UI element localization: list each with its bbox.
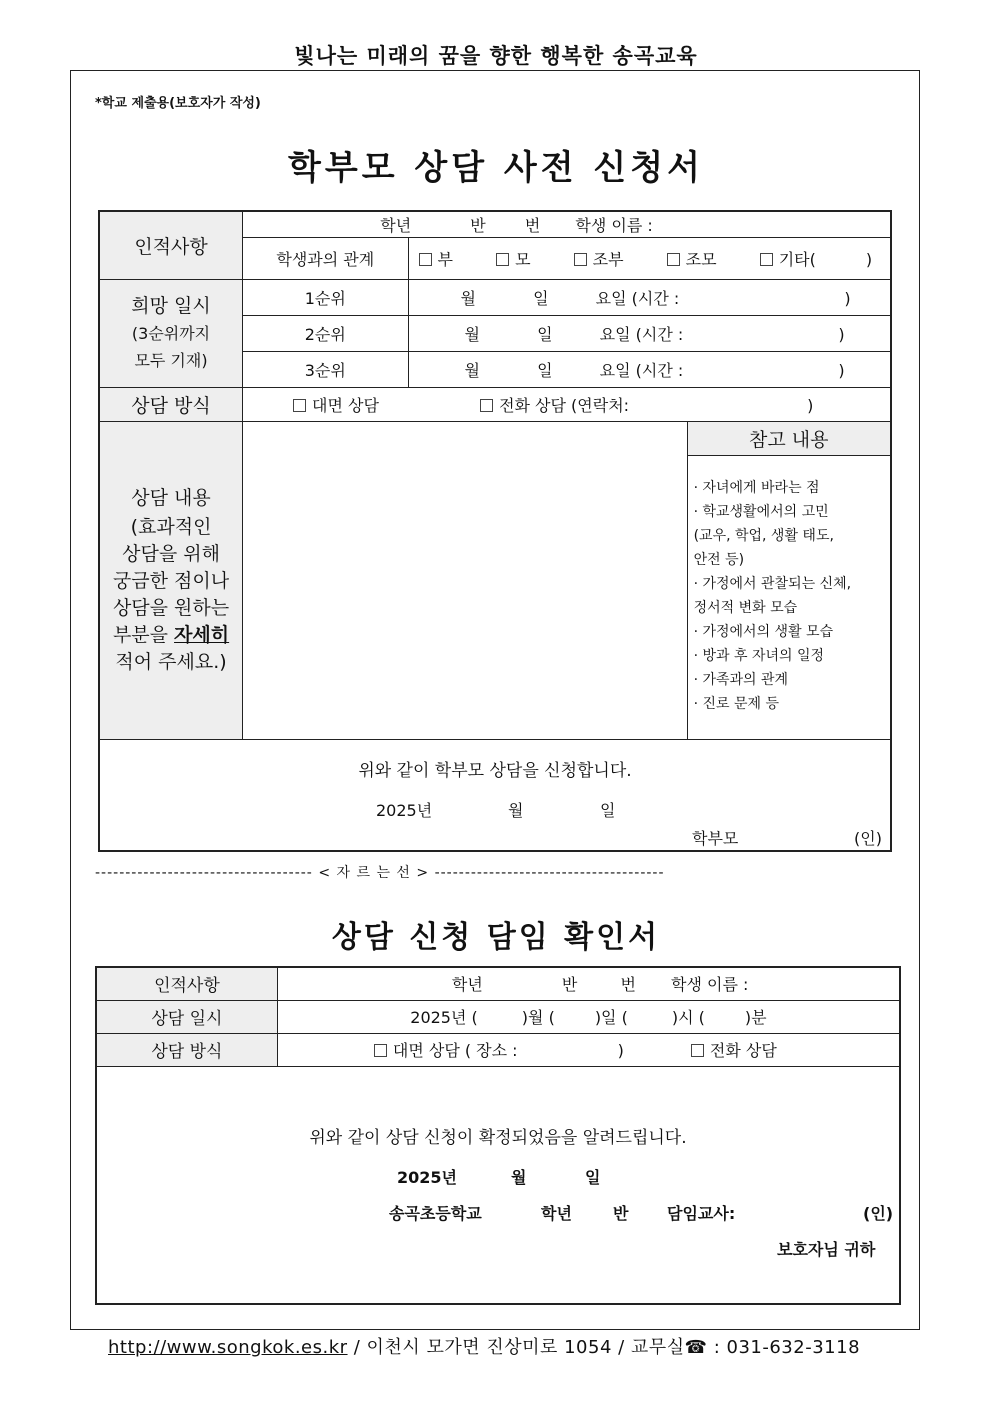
confirm-day: 일 [585, 1167, 601, 1187]
confirmation-section [96, 1066, 900, 1304]
confirmation-title: 상담 신청 담임 확인서 [331, 920, 661, 955]
reference-list [688, 456, 890, 726]
relation-label: 학생과의 관계 [243, 237, 408, 279]
student-info-row[interactable] [243, 211, 891, 237]
priority-1-label: 1순위 [243, 279, 408, 315]
class-label: 반 [470, 215, 486, 235]
method-option-in-person[interactable]: 대면 상담 [293, 393, 379, 416]
reference-title: 참고 내용 [688, 422, 890, 456]
method-label: 상담 방식 [99, 387, 243, 421]
counsel-date-label: 상담 일시 [96, 1000, 277, 1033]
reference-box [687, 421, 891, 739]
list-item: · 가족과의 관계 [693, 671, 789, 688]
priority-2-fields[interactable]: 월 일 요일 (시간 : ) [408, 315, 891, 351]
relation-option-mother[interactable]: 모 [496, 247, 530, 270]
list-item: 안전 등) [693, 551, 745, 568]
apply-statement: 위와 같이 학부모 상담을 신청합니다. [358, 760, 632, 781]
confirm-statement: 위와 같이 상담 신청이 확정되었음을 알려드립니다. [309, 1127, 687, 1148]
content-label-cell: 상담 내용 (효과적인 상담을 위해 궁금한 점이나 상담을 원하는 부분을 자세히 적어 주세요.) [99, 421, 243, 739]
priority-3-fields[interactable]: 월 일 요일 (시간 : ) [408, 351, 891, 387]
parent-label: 학부모 [692, 828, 739, 848]
school-website-link[interactable]: http://www.songkok.es.kr [108, 1337, 348, 1358]
teacher-label: 담임교사: [667, 1203, 736, 1223]
checkbox-icon[interactable] [293, 399, 306, 412]
personal-info-label: 인적사항 [99, 211, 243, 279]
counsel-method-phone[interactable]: 전화 상담 [691, 1038, 777, 1061]
list-item: · 진로 문제 등 [693, 695, 779, 712]
method-options [243, 387, 891, 421]
checkbox-icon[interactable] [760, 253, 773, 266]
priority-2-label: 2순위 [243, 315, 408, 351]
list-item: 정서적 변화 모습 [693, 599, 798, 616]
parent-seal[interactable]: (인) [854, 828, 882, 848]
checkbox-icon[interactable] [480, 399, 493, 412]
method-option-phone[interactable]: 전화 상담 (연락처: ) [480, 393, 813, 416]
checkbox-icon[interactable] [691, 1044, 704, 1057]
personal-info-label-2: 인적사항 [96, 967, 277, 1000]
checkbox-icon[interactable] [667, 253, 680, 266]
checkbox-icon[interactable] [374, 1044, 387, 1057]
priority-3-label: 3순위 [243, 351, 408, 387]
counsel-method-options [277, 1033, 900, 1066]
content-input-area[interactable] [243, 421, 688, 739]
signature-section [99, 739, 891, 851]
priority-1-fields[interactable]: 월 일 요일 (시간 : ) [408, 279, 891, 315]
checkbox-icon[interactable] [574, 253, 587, 266]
form-title: 학부모 상담 사전 신청서 [288, 148, 704, 188]
application-form-table [98, 210, 892, 852]
confirmation-table [95, 966, 901, 1305]
footer [108, 1333, 860, 1359]
grade-label: 학년 [380, 215, 412, 235]
list-item: · 자녀에게 바라는 점 [693, 479, 820, 496]
confirm-month: 월 [511, 1167, 527, 1187]
relation-option-grandfather[interactable]: 조부 [574, 247, 624, 270]
counsel-method-label: 상담 방식 [96, 1033, 277, 1066]
recipient-label: 보호자님 귀하 [777, 1239, 876, 1259]
checkbox-icon[interactable] [419, 253, 432, 266]
checkbox-icon[interactable] [496, 253, 509, 266]
footer-address: / 이천시 모가면 진상미로 1054 / 교무실☎ : 031-632-3118 [347, 1337, 861, 1358]
counsel-date-fields[interactable]: 2025년 ( )월 ( )일 ( )시 ( )분 [277, 1000, 900, 1033]
slogan: 빛나는 미래의 꿈을 향한 행복한 송곡교육 [294, 44, 698, 68]
student-info-row-2[interactable]: 학년 반 번 학생 이름 : [277, 967, 900, 1000]
teacher-seal[interactable]: (인) [863, 1203, 894, 1223]
teacher-class: 반 [613, 1203, 629, 1223]
confirm-year: 2025년 [397, 1167, 457, 1187]
relation-option-other[interactable]: 기타( ) [760, 247, 872, 270]
apply-day: 일 [600, 800, 616, 820]
relation-option-father[interactable]: 부 [419, 247, 453, 270]
submission-note: *학교 제출용(보호자가 작성) [95, 96, 261, 111]
list-item: · 방과 후 자녀의 일정 [693, 647, 825, 664]
list-item: (교우, 학업, 생활 태도, [693, 527, 834, 544]
apply-month: 월 [508, 800, 524, 820]
teacher-grade: 학년 [541, 1203, 572, 1223]
relation-option-grandmother[interactable]: 조모 [667, 247, 717, 270]
list-item: · 가정에서 관찰되는 신체, [693, 575, 852, 592]
list-item: · 가정에서의 생활 모습 [693, 623, 834, 640]
number-label: 번 [524, 215, 541, 235]
relation-options [408, 237, 891, 279]
list-item: · 학교생활에서의 고민 [693, 503, 829, 520]
cut-line: ------------------------------------ < 자 르 는 선 > -------------------------------------- [95, 865, 665, 881]
counsel-method-in-person[interactable]: 대면 상담 ( 장소 : ) [374, 1038, 624, 1061]
apply-year: 2025년 [376, 800, 433, 820]
school-name: 송곡초등학교 [389, 1203, 482, 1223]
student-name-label: 학생 이름 : [575, 215, 653, 235]
preferred-date-label: 희망 일시 (3순위까지 모두 기재) [99, 279, 243, 387]
